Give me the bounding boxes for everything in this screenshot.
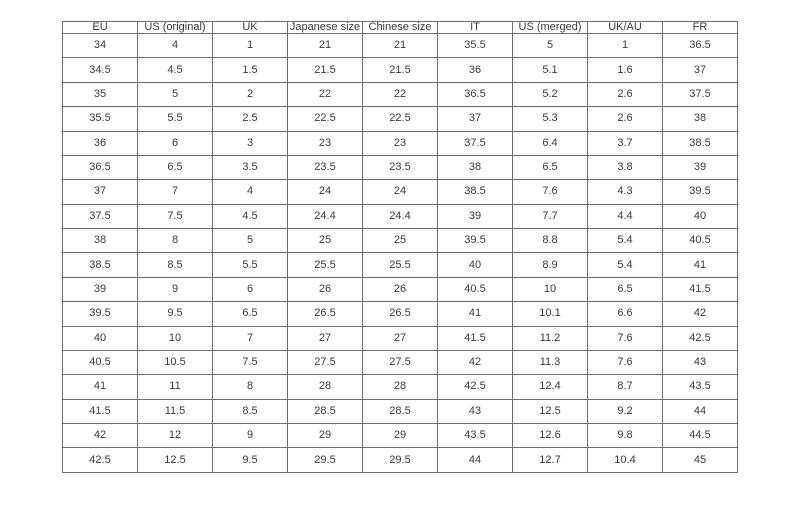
table-cell: 39.5 <box>663 180 738 204</box>
table-cell: 3.8 <box>588 155 663 179</box>
table-cell: 37 <box>63 180 138 204</box>
table-cell: 9.5 <box>138 302 213 326</box>
table-cell: 27.5 <box>363 350 438 374</box>
table-cell: 25.5 <box>363 253 438 277</box>
table-cell: 38.5 <box>63 253 138 277</box>
table-cell: 36 <box>63 131 138 155</box>
column-header-it: IT <box>438 22 513 34</box>
table-cell: 37.5 <box>663 82 738 106</box>
table-cell: 2.6 <box>588 107 663 131</box>
table-cell: 4 <box>213 180 288 204</box>
table-cell: 38 <box>663 107 738 131</box>
table-cell: 44.5 <box>663 424 738 448</box>
table-cell: 43 <box>438 399 513 423</box>
table-cell: 42 <box>438 350 513 374</box>
table-cell: 41 <box>438 302 513 326</box>
table-cell: 1.5 <box>213 58 288 82</box>
table-cell: 28.5 <box>363 399 438 423</box>
table-cell: 35.5 <box>63 107 138 131</box>
table-row <box>63 155 738 179</box>
table-cell: 38.5 <box>663 131 738 155</box>
table-row <box>63 399 738 423</box>
table-cell: 23 <box>288 131 363 155</box>
table-cell: 5 <box>138 82 213 106</box>
table-cell: 4.5 <box>138 58 213 82</box>
table-cell: 23.5 <box>363 155 438 179</box>
table-cell: 24 <box>363 180 438 204</box>
table-cell: 43.5 <box>663 375 738 399</box>
table-row <box>63 82 738 106</box>
table-cell: 11.2 <box>513 326 588 350</box>
table-cell: 41 <box>63 375 138 399</box>
column-header-eu: EU <box>63 22 138 34</box>
table-cell: 4 <box>138 34 213 58</box>
table-cell: 12.6 <box>513 424 588 448</box>
table-cell: 40.5 <box>663 229 738 253</box>
table-cell: 6.5 <box>513 155 588 179</box>
table-cell: 27 <box>288 326 363 350</box>
column-header-uk: UK <box>213 22 288 34</box>
table-cell: 5.5 <box>138 107 213 131</box>
table-row <box>63 180 738 204</box>
table-cell: 26 <box>288 277 363 301</box>
shoe-size-conversion-table <box>62 21 738 473</box>
table-cell: 25 <box>363 229 438 253</box>
table-cell: 34.5 <box>63 58 138 82</box>
table-cell: 7 <box>138 180 213 204</box>
table-cell: 1 <box>588 34 663 58</box>
table-cell: 26.5 <box>288 302 363 326</box>
table-cell: 3.7 <box>588 131 663 155</box>
table-cell: 9 <box>213 424 288 448</box>
table-row <box>63 229 738 253</box>
table-cell: 22.5 <box>288 107 363 131</box>
table-body <box>63 34 738 473</box>
table-cell: 10 <box>513 277 588 301</box>
table-cell: 2 <box>213 82 288 106</box>
table-cell: 6 <box>213 277 288 301</box>
table-cell: 23 <box>363 131 438 155</box>
table-cell: 40 <box>63 326 138 350</box>
table-cell: 12.7 <box>513 448 588 473</box>
table-row <box>63 375 738 399</box>
table-cell: 7.6 <box>513 180 588 204</box>
table-cell: 25.5 <box>288 253 363 277</box>
table-cell: 45 <box>663 448 738 473</box>
table-cell: 7 <box>213 326 288 350</box>
column-header-us-merged: US (merged) <box>513 22 588 34</box>
table-cell: 40 <box>663 204 738 228</box>
column-header-chinese-size: Chinese size <box>363 22 438 34</box>
table-cell: 6 <box>138 131 213 155</box>
column-header-us-original: US (original) <box>138 22 213 34</box>
table-cell: 41.5 <box>438 326 513 350</box>
table-cell: 8.7 <box>588 375 663 399</box>
table-cell: 23.5 <box>288 155 363 179</box>
table-row <box>63 350 738 374</box>
table-cell: 2.6 <box>588 82 663 106</box>
table-cell: 22.5 <box>363 107 438 131</box>
table-cell: 44 <box>438 448 513 473</box>
table-cell: 28 <box>363 375 438 399</box>
table-cell: 38 <box>438 155 513 179</box>
table-cell: 10.4 <box>588 448 663 473</box>
table-cell: 5.3 <box>513 107 588 131</box>
table-cell: 7.5 <box>138 204 213 228</box>
table-cell: 39.5 <box>438 229 513 253</box>
table-cell: 28.5 <box>288 399 363 423</box>
table-cell: 7.6 <box>588 350 663 374</box>
table-cell: 36 <box>438 58 513 82</box>
table-cell: 5.4 <box>588 253 663 277</box>
table-cell: 41.5 <box>63 399 138 423</box>
column-header-japanese-size: Japanese size <box>288 22 363 34</box>
table-cell: 3 <box>213 131 288 155</box>
table-cell: 39 <box>438 204 513 228</box>
table-row <box>63 107 738 131</box>
table-cell: 6.6 <box>588 302 663 326</box>
table-cell: 4.5 <box>213 204 288 228</box>
table-cell: 26 <box>363 277 438 301</box>
table-cell: 7.5 <box>213 350 288 374</box>
table-cell: 11.5 <box>138 399 213 423</box>
table-row <box>63 58 738 82</box>
table-cell: 5 <box>513 34 588 58</box>
table-cell: 12.5 <box>513 399 588 423</box>
table-cell: 42 <box>663 302 738 326</box>
table-cell: 42.5 <box>438 375 513 399</box>
table-cell: 5.4 <box>588 229 663 253</box>
table-cell: 39 <box>63 277 138 301</box>
table-cell: 8.5 <box>213 399 288 423</box>
table-cell: 5.2 <box>513 82 588 106</box>
table-cell: 35 <box>63 82 138 106</box>
table-row <box>63 253 738 277</box>
table-cell: 29 <box>363 424 438 448</box>
table-cell: 9 <box>138 277 213 301</box>
table-cell: 35.5 <box>438 34 513 58</box>
table-cell: 40.5 <box>63 350 138 374</box>
table-cell: 1 <box>213 34 288 58</box>
table-cell: 42.5 <box>63 448 138 473</box>
column-header-fr: FR <box>663 22 738 34</box>
table-cell: 11.3 <box>513 350 588 374</box>
table-cell: 28 <box>288 375 363 399</box>
table-row <box>63 302 738 326</box>
table-cell: 9.8 <box>588 424 663 448</box>
table-cell: 41 <box>663 253 738 277</box>
table-cell: 39 <box>663 155 738 179</box>
table-cell: 27.5 <box>288 350 363 374</box>
table-cell: 1.6 <box>588 58 663 82</box>
table-cell: 29.5 <box>363 448 438 473</box>
table-row <box>63 34 738 58</box>
table-cell: 10.1 <box>513 302 588 326</box>
table-cell: 37 <box>663 58 738 82</box>
table-cell: 24 <box>288 180 363 204</box>
table-cell: 6.5 <box>588 277 663 301</box>
table-cell: 22 <box>363 82 438 106</box>
table-cell: 3.5 <box>213 155 288 179</box>
table-cell: 40 <box>438 253 513 277</box>
table-cell: 36.5 <box>63 155 138 179</box>
table-cell: 36.5 <box>438 82 513 106</box>
table-cell: 44 <box>663 399 738 423</box>
table-row <box>63 424 738 448</box>
table-cell: 21 <box>288 34 363 58</box>
table-cell: 21.5 <box>363 58 438 82</box>
table-row <box>63 204 738 228</box>
table-cell: 12 <box>138 424 213 448</box>
table-cell: 29.5 <box>288 448 363 473</box>
table-cell: 9.5 <box>213 448 288 473</box>
table-cell: 10.5 <box>138 350 213 374</box>
table-header <box>63 22 738 34</box>
table-cell: 11 <box>138 375 213 399</box>
table-cell: 42.5 <box>663 326 738 350</box>
column-header-uk-au: UK/AU <box>588 22 663 34</box>
table-row <box>63 277 738 301</box>
table-cell: 29 <box>288 424 363 448</box>
table-cell: 21 <box>363 34 438 58</box>
table-cell: 38 <box>63 229 138 253</box>
table-cell: 34 <box>63 34 138 58</box>
table-cell: 5.1 <box>513 58 588 82</box>
table-cell: 12.5 <box>138 448 213 473</box>
table-cell: 10 <box>138 326 213 350</box>
table-cell: 6.5 <box>213 302 288 326</box>
table-cell: 9.2 <box>588 399 663 423</box>
table-cell: 5 <box>213 229 288 253</box>
table-cell: 5.5 <box>213 253 288 277</box>
table-cell: 6.4 <box>513 131 588 155</box>
table-cell: 36.5 <box>663 34 738 58</box>
table-cell: 8.8 <box>513 229 588 253</box>
table-cell: 37.5 <box>438 131 513 155</box>
table-cell: 39.5 <box>63 302 138 326</box>
table-row <box>63 448 738 473</box>
table-cell: 40.5 <box>438 277 513 301</box>
table-cell: 8 <box>138 229 213 253</box>
table-cell: 4.4 <box>588 204 663 228</box>
table-cell: 21.5 <box>288 58 363 82</box>
table-cell: 8 <box>213 375 288 399</box>
table-cell: 24.4 <box>363 204 438 228</box>
table-cell: 7.6 <box>588 326 663 350</box>
table-cell: 4.3 <box>588 180 663 204</box>
table-cell: 24.4 <box>288 204 363 228</box>
table-cell: 41.5 <box>663 277 738 301</box>
table-cell: 7.7 <box>513 204 588 228</box>
table-cell: 8.9 <box>513 253 588 277</box>
table-cell: 43 <box>663 350 738 374</box>
table-cell: 25 <box>288 229 363 253</box>
table-cell: 26.5 <box>363 302 438 326</box>
table-cell: 37 <box>438 107 513 131</box>
table-cell: 27 <box>363 326 438 350</box>
table-cell: 12.4 <box>513 375 588 399</box>
table-cell: 42 <box>63 424 138 448</box>
table-cell: 37.5 <box>63 204 138 228</box>
table-row <box>63 131 738 155</box>
table-row <box>63 326 738 350</box>
table-cell: 43.5 <box>438 424 513 448</box>
header-row <box>63 22 738 34</box>
table-cell: 22 <box>288 82 363 106</box>
table-cell: 8.5 <box>138 253 213 277</box>
table-cell: 2.5 <box>213 107 288 131</box>
table-cell: 38.5 <box>438 180 513 204</box>
table-cell: 6.5 <box>138 155 213 179</box>
